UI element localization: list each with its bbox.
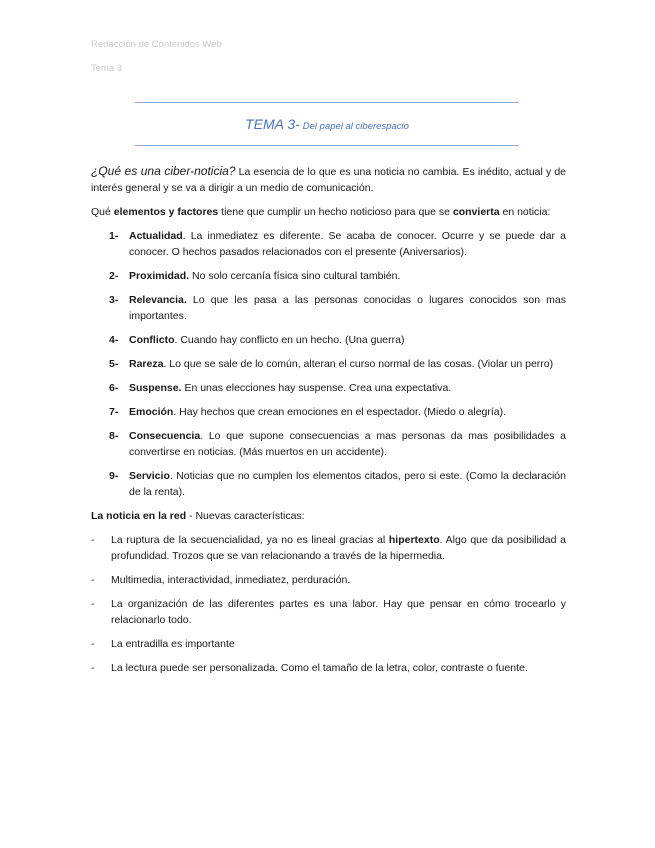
elements-intro-bold: convierta	[452, 206, 500, 218]
feature-text: La organización de las diferentes partes es una labor. Hay que pensar en cómo trocearlo y relacionarlo todo.	[111, 598, 566, 626]
element-description: . Hay hechos que crean emociones en el espectador. (Miedo o alegría).	[173, 406, 507, 418]
list-number: 4-	[109, 334, 119, 346]
element-description: . Cuando hay conflicto en un hecho. (Una guerra)	[174, 334, 405, 346]
element-term: Conflicto	[129, 334, 175, 346]
element-description: En unas elecciones hay suspense. Crea una expectativa.	[181, 382, 452, 394]
list-number: 2-	[109, 270, 119, 282]
feature-text: La lectura puede ser personalizada. Como el tamaño de la letra, color, contraste o fuente.	[111, 662, 528, 674]
list-dash: -	[91, 638, 95, 650]
elements-intro-paragraph	[91, 204, 566, 220]
element-term: Servicio	[129, 470, 170, 482]
title-rule-top	[135, 102, 519, 103]
element-term: Suspense.	[129, 382, 182, 394]
list-item	[91, 428, 566, 460]
feature-text: Multimedia, interactividad, inmediatez, perduración.	[111, 574, 351, 586]
title-rule-bottom	[135, 145, 519, 146]
running-header-topic: Tema 3	[91, 63, 123, 74]
list-dash: -	[91, 662, 95, 674]
intro-question: ¿Qué es una ciber-noticia?	[91, 164, 236, 178]
element-description: . Lo que se sale de lo común, alteran el curso normal de las cosas. (Violar un perro)	[163, 358, 554, 370]
element-term: Consecuencia	[129, 430, 201, 442]
red-section-rest: - Nuevas características:	[186, 510, 305, 522]
list-number: 5-	[109, 358, 119, 370]
list-item	[91, 228, 566, 260]
elements-intro-text: tiene que cumplir un hecho noticioso para que se	[218, 206, 453, 218]
title-subtitle: Del papel al ciberespacio	[302, 121, 409, 132]
list-item	[91, 332, 566, 348]
list-item	[91, 468, 566, 500]
elements-intro-bold: elementos y factores	[113, 206, 219, 218]
list-item	[91, 268, 566, 284]
list-item	[91, 660, 566, 676]
element-description: . La inmediatez es diferente. Se acaba de conocer. Ocurre y se puede dar a conocer. O hechos pasados relacionados con el presente (Aniversarios).	[129, 230, 566, 258]
list-item	[91, 356, 566, 372]
element-term: Emoción	[129, 406, 174, 418]
element-description: . Noticias que no cumplen los elementos citados, pero si este. (Como la declaración de la renta).	[129, 470, 566, 498]
list-item	[91, 636, 566, 652]
feature-text: La ruptura de la secuencialidad, ya no es lineal gracias al	[111, 534, 389, 546]
features-list	[91, 532, 566, 676]
list-number: 9-	[109, 470, 119, 482]
list-dash: -	[91, 598, 95, 610]
element-description: No solo cercanía física sino cultural también.	[189, 270, 401, 282]
document-body	[91, 163, 566, 684]
feature-bold: hipertexto	[388, 534, 440, 546]
element-term: Relevancia.	[129, 294, 187, 306]
list-dash: -	[91, 534, 95, 546]
red-section-bold: La noticia en la red	[91, 510, 187, 522]
page-title	[135, 116, 519, 132]
news-elements-list	[91, 228, 566, 500]
feature-text: La entradilla es importante	[111, 638, 235, 650]
list-item	[91, 404, 566, 420]
list-number: 3-	[109, 294, 119, 306]
red-section-heading	[91, 508, 566, 524]
title-main: TEMA 3-	[245, 116, 300, 132]
list-number: 1-	[109, 230, 119, 242]
list-dash: -	[91, 574, 95, 586]
elements-intro-text: Qué	[91, 206, 114, 218]
intro-paragraph	[91, 163, 566, 196]
list-number: 7-	[109, 406, 119, 418]
elements-intro-text: en noticia:	[499, 206, 551, 218]
list-number: 6-	[109, 382, 119, 394]
list-item	[91, 532, 566, 564]
running-header-title: Redacción de Contenidos Web	[91, 39, 222, 50]
list-item	[91, 380, 566, 396]
list-item	[91, 292, 566, 324]
element-description: . Lo que supone consecuencias a mas personas da mas posibilidades a convertirse en noticias. (Más muertos en un accidente).	[129, 430, 566, 458]
feature-text: . Algo que da posibilidad a profundidad. Trozos que se van relacionando a través de la hipermedia.	[111, 534, 566, 562]
intro-text: La esencia de lo que es una noticia no cambia. Es inédito, actual y de interés general y se va a dirigir a un medio de comunicación.	[91, 166, 567, 194]
list-number: 8-	[109, 430, 119, 442]
list-item	[91, 596, 566, 628]
list-item	[91, 572, 566, 588]
element-description: Lo que les pasa a las personas conocidas o lugares conocidos son mas importantes.	[129, 294, 566, 322]
element-term: Rareza	[129, 358, 164, 370]
element-term: Actualidad	[129, 230, 183, 242]
element-term: Proximidad.	[129, 270, 190, 282]
